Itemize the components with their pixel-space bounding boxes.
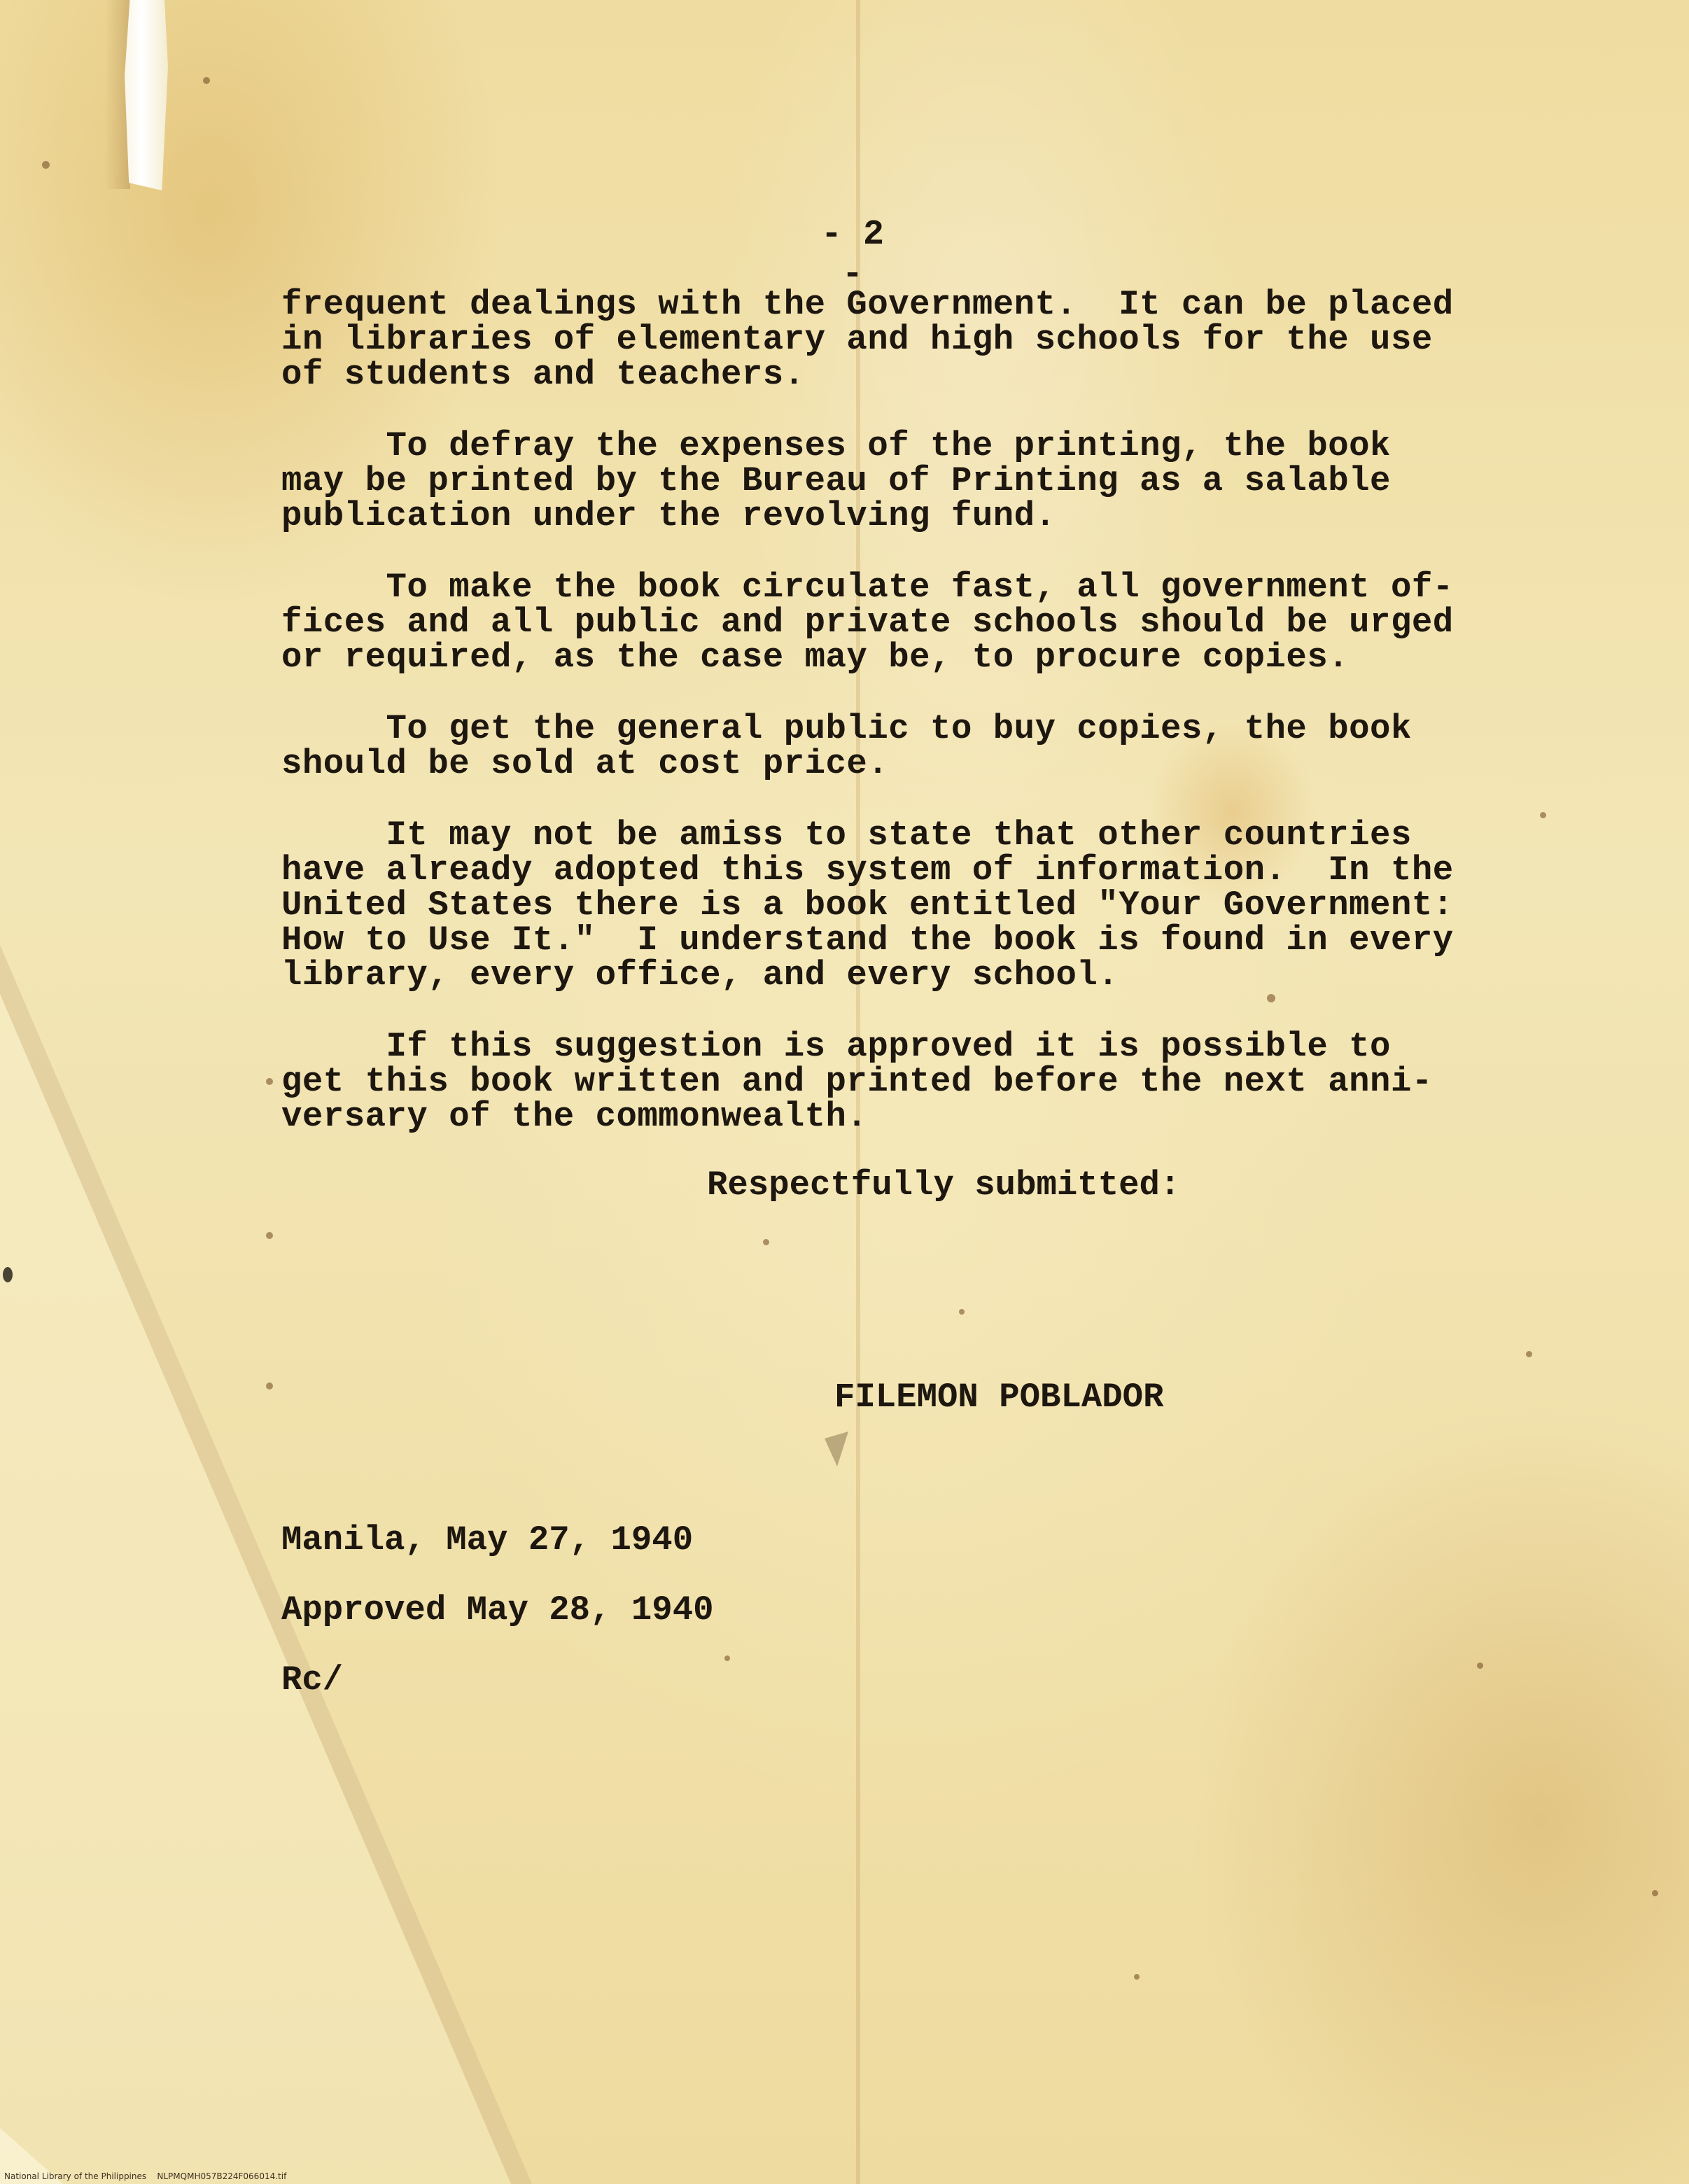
body-line: To get the general public to buy copies, the book [281, 709, 1412, 748]
ink-speck [724, 1656, 730, 1661]
ink-speck [1540, 812, 1546, 818]
ink-speck [203, 77, 210, 84]
body-line: frequent dealings with the Government. It can be placed [281, 285, 1454, 324]
ink-speck [3, 1267, 13, 1282]
approval-date: Approved May 28, 1940 [281, 1590, 714, 1630]
body-line: To make the book circulate fast, all government of- [281, 568, 1454, 607]
body-line: have already adopted this system of information. In the [281, 850, 1454, 890]
ink-speck [959, 1309, 965, 1315]
ink-speck [1267, 994, 1275, 1002]
ink-speck [1477, 1662, 1483, 1669]
ink-speck [42, 161, 50, 169]
body-line: How to Use It." I understand the book is found in every [281, 920, 1454, 960]
body-line: may be printed by the Bureau of Printing as a salable [281, 461, 1391, 500]
ink-speck [266, 1078, 273, 1085]
body-line: versary of the commonwealth. [281, 1097, 868, 1136]
body-line: To defray the expenses of the printing, the book [281, 426, 1391, 465]
body-line: fices and all public and private schools should be urged [281, 603, 1454, 642]
place-date: Manila, May 27, 1940 [281, 1520, 694, 1560]
torn-corner [125, 0, 168, 190]
body-line: It may not be amiss to state that other countries [281, 816, 1412, 855]
ink-speck [1652, 1890, 1658, 1896]
body-line: library, every office, and every school. [281, 955, 1119, 995]
body-line: of students and teachers. [281, 355, 805, 394]
ink-speck [1526, 1351, 1532, 1357]
page-number: - 2 - [820, 215, 884, 295]
body-line: publication under the revolving fund. [281, 496, 1056, 536]
body-line: If this suggestion is approved it is possible to [281, 1027, 1391, 1066]
signatory-name: FILEMON POBLADOR [834, 1378, 1164, 1417]
body-line: United States there is a book entitled "Your Government: [281, 886, 1454, 925]
ink-speck [266, 1382, 273, 1390]
body-line: or required, as the case may be, to procure copies. [281, 638, 1350, 677]
ink-speck [266, 1232, 273, 1239]
body-line: should be sold at cost price. [281, 744, 889, 783]
body-line: in libraries of elementary and high schools for the use [281, 320, 1433, 359]
ink-speck [763, 1239, 769, 1245]
initials: Rc/ [281, 1660, 344, 1700]
ink-speck [1134, 1974, 1140, 1980]
archive-caption: National Library of the Philippines NLPMQMH057B224F066014.tif [4, 2171, 287, 2181]
body-line: get this book written and printed before the next anni- [281, 1062, 1433, 1101]
closing: Respectfully submitted: [707, 1166, 1181, 1205]
